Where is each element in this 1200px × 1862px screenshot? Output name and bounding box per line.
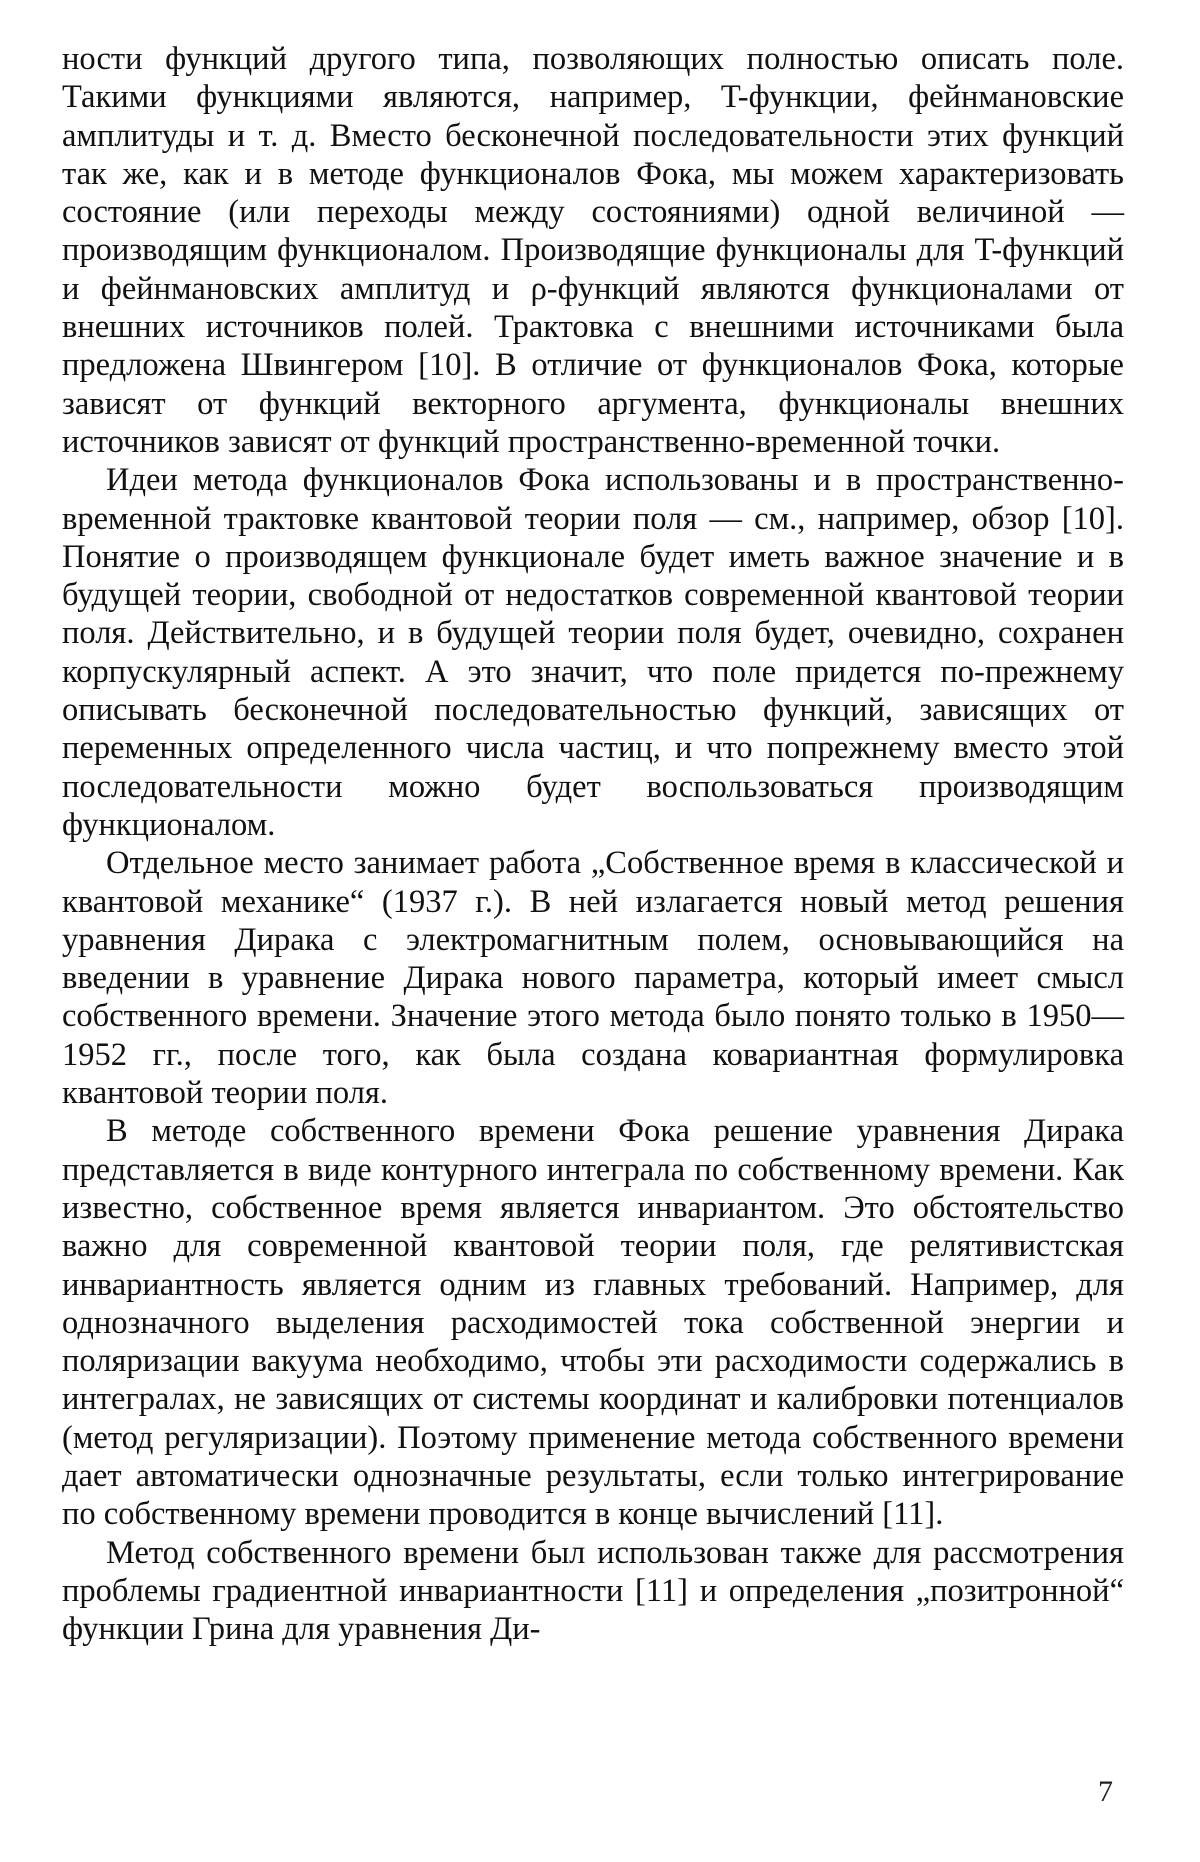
page-number: 7 — [1098, 1775, 1113, 1808]
paragraph-1: ности функций другого типа, позволяющих полностью описать поле. Такими функциями являются, например, T-функции, фейнмановские амплитуды и т. д. Вместо бесконечной последовательности этих функций так же, как и в методе функционалов Фока, мы можем характеризовать состояние (или переходы между состояниями) одной величиной — производящим функционалом. Производящие функционалы для T-функций и фейнмановских амплитуд и ρ-функций являются функционалами от внешних источников полей. Трактовка с внешними источниками была предложена Швингером [10]. В отличие от функционалов Фока, которые зависят от функций векторного аргумента, функционалы внешних источников зависят от функций пространственно-временной точки. — [62, 41, 1124, 460]
paragraph-2: Идеи метода функционалов Фока использованы и в пространственно-временной трактовке квантовой теории поля — см., например, обзор [10]. Понятие о производящем функционале будет иметь важное значение и в будущей теории, свободной от недостатков современной квантовой теории поля. Действительно, и в будущей теории поля будет, очевидно, сохранен корпускулярный аспект. А это значит, что поле придется по-прежнему описывать бесконечной последовательностью функций, зависящих от переменных определенного числа частиц, и что попрежнему вместо этой последовательности можно будет воспользоваться производящим функционалом. — [62, 462, 1124, 843]
page-text — [62, 40, 1124, 1648]
paragraph-3: Отдельное место занимает работа „Собственное время в классической и квантовой механике“ (1937 г.). В ней излагается новый метод решения уравнения Дирака с электромагнитным полем, основывающийся на введении в уравнение Дирака нового параметра, который имеет смысл собственного времени. Значение этого метода было понято только в 1950—1952 гг., после того, как была создана ковариантная формулировка квантовой теории поля. — [62, 845, 1124, 1112]
paragraph-4: В методе собственного времени Фока решение уравнения Дирака представляется в виде контурного интеграла по собственному времени. Как известно, собственное время является инвариантом. Это обстоятельство важно для современной квантовой теории поля, где релятивистская инвариантность является одним из главных требований. Например, для однозначного выделения расходимостей тока собственной энергии и поляризации вакуума необходимо, чтобы эти расходимости содержались в интегралах, не зависящих от системы координат и калибровки потенциалов (метод регуляризации). Поэтому применение метода собственного времени дает автоматически однозначные результаты, если только интегрирование по собственному времени проводится в конце вычислений [11]. — [62, 1113, 1124, 1533]
paragraph-5: Метод собственного времени был использован также для рассмотрения проблемы градиентной инвариантности [11] и определения „позитронной“ функции Грина для уравнения Ди- — [62, 1534, 1124, 1648]
